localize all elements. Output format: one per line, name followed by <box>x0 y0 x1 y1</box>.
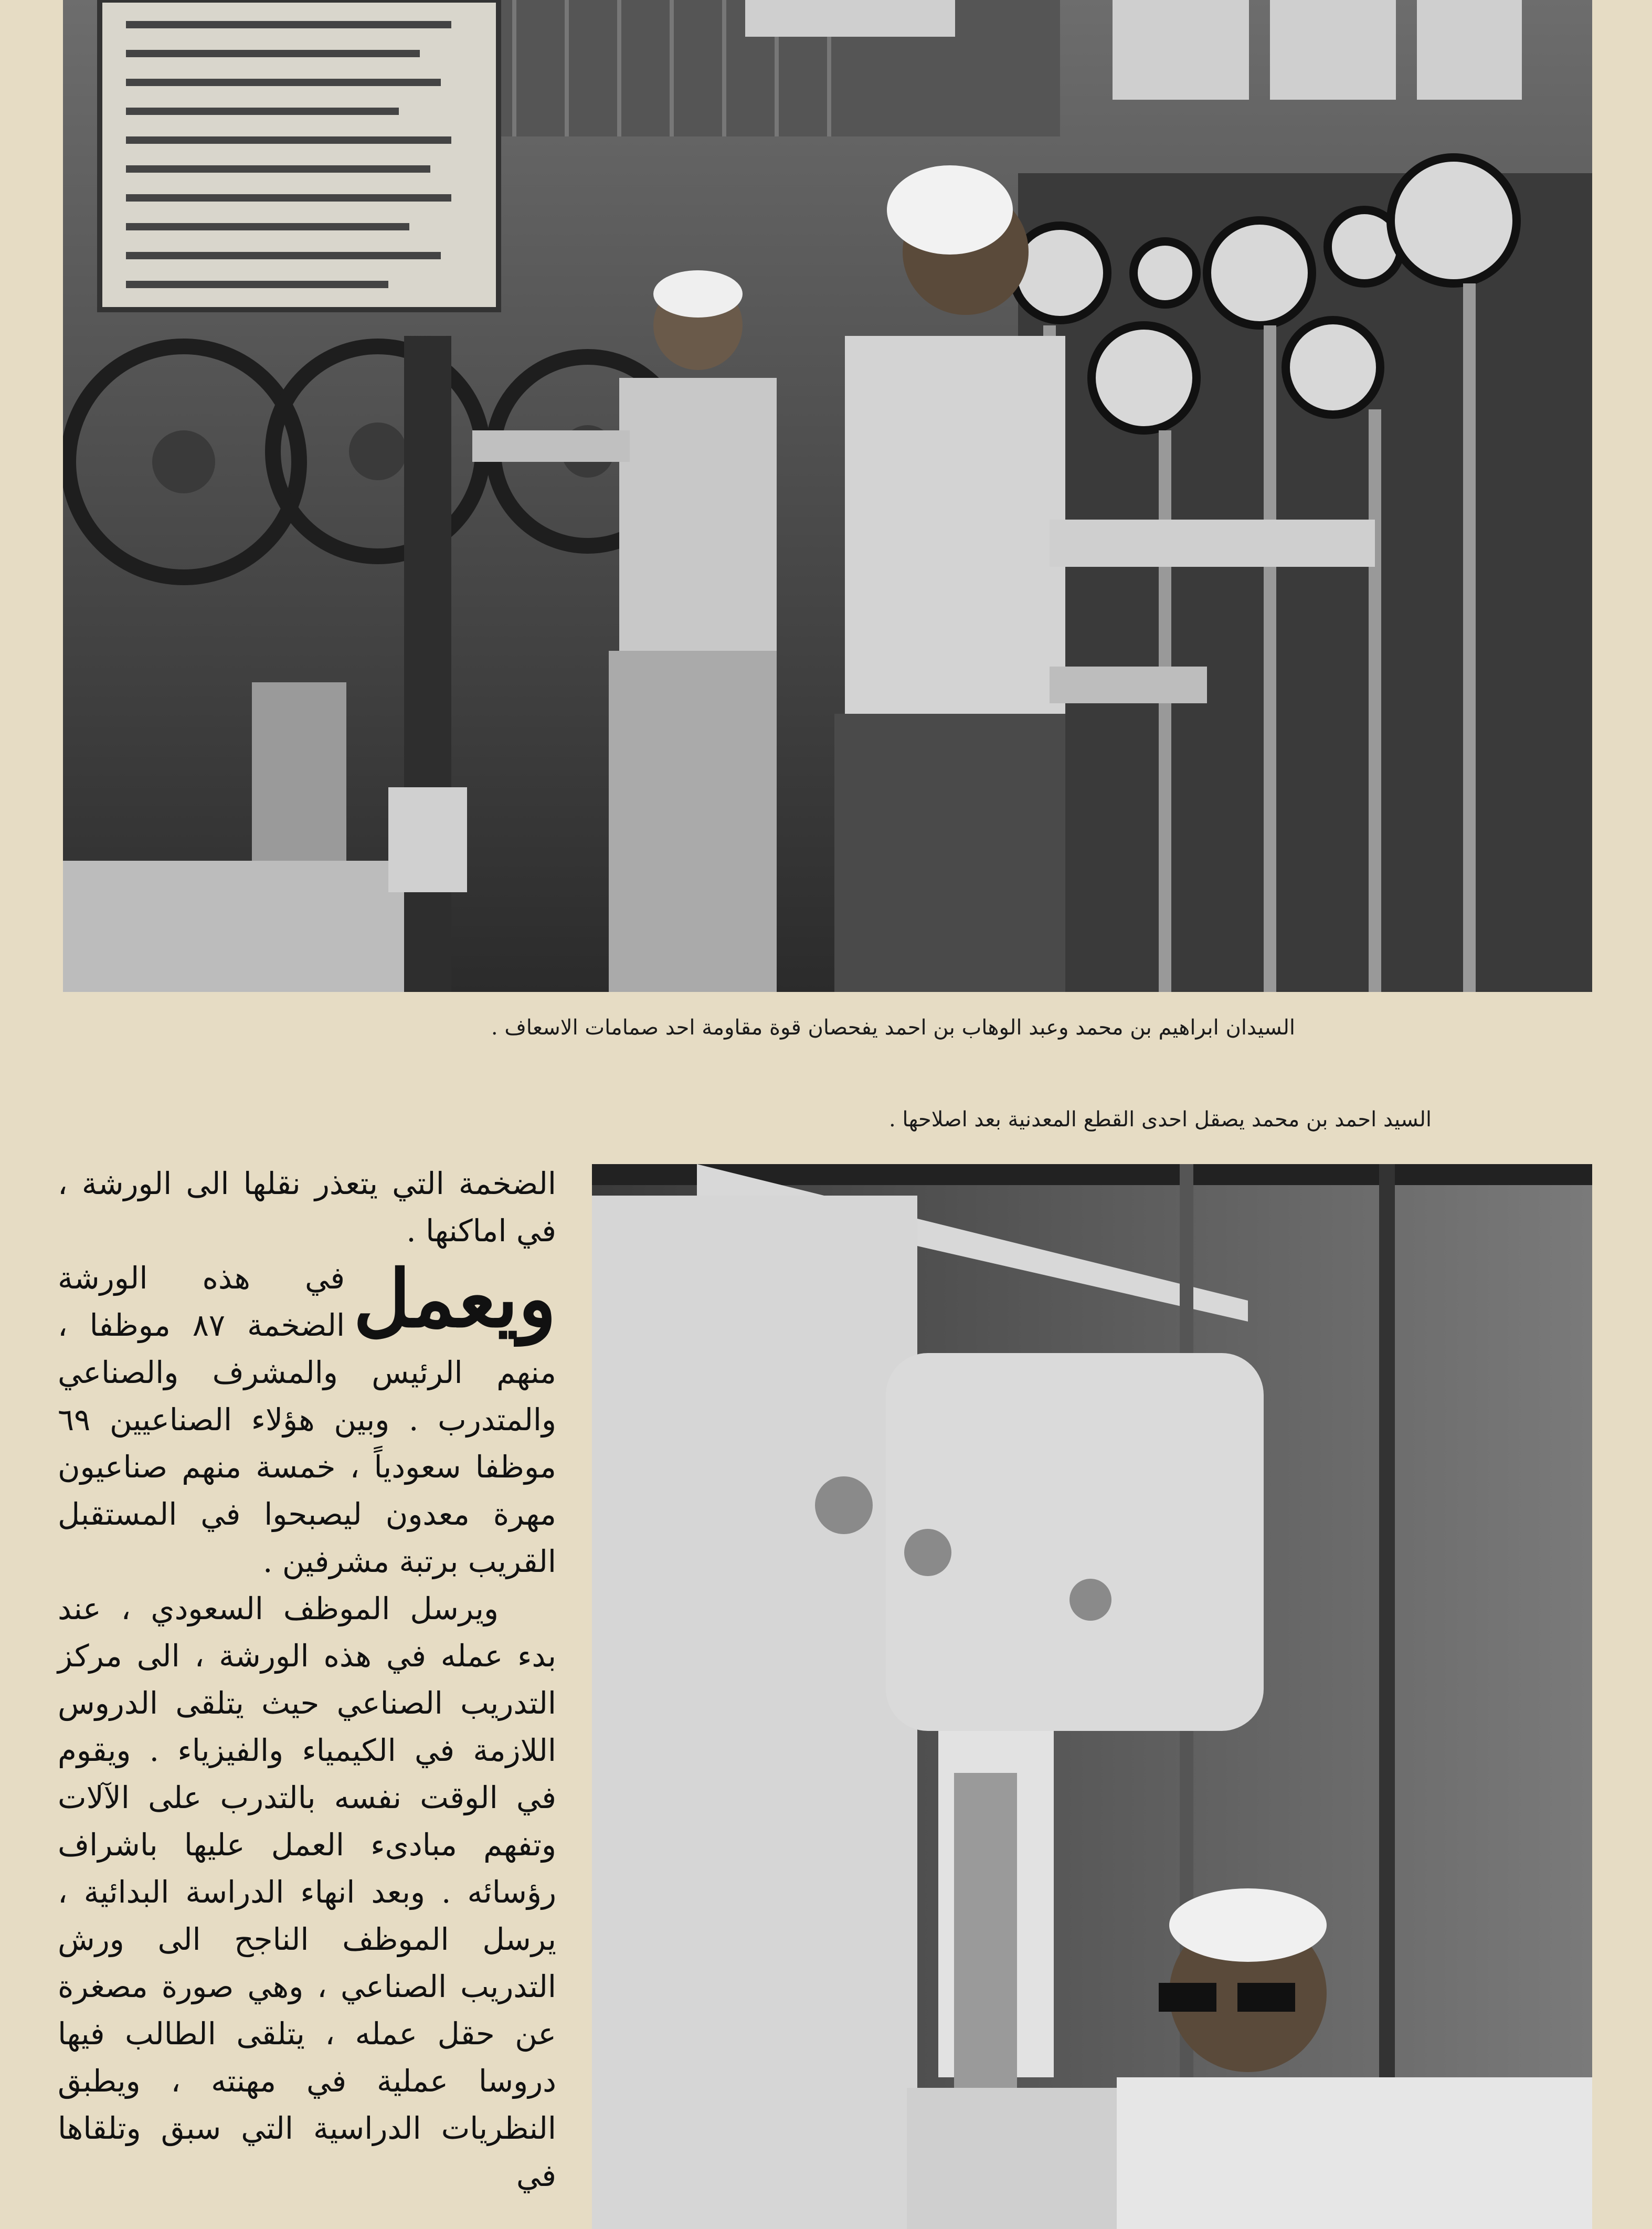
article-column <box>58 1160 556 2210</box>
article-paragraph-1: الضخمة التي يتعذر نقلها الى الورشة ، في اماكنها . <box>58 1166 556 1249</box>
photo-caption-top: السيدان ابراهيم بن محمد وعبد الوهاب بن احمد يفحصان قوة مقاومة احد صمامات الاسعاف . <box>491 1016 1295 1040</box>
photo-worker-polishing-metal <box>592 1164 1592 2229</box>
article-dropcap: ويعمل <box>353 1253 556 1345</box>
valve-test-photo-illustration <box>63 0 1592 992</box>
article-paragraph-2-text: في هذه الورشة الضخمة ٨٧ موظفا ، منهم الرئيس والمشرف والصناعي والمتدرب . وبين هؤلاء الصناعيين ٦٩ موظفا سعودياً ، خمسة منهم صناعيون مهرة معدون ليصبحوا في المستقبل القريب برتبة مشرفين . <box>58 1260 556 1579</box>
photo-workers-testing-valves <box>63 0 1592 992</box>
article-paragraph-2 <box>58 1254 556 1585</box>
polishing-photo-illustration <box>592 1164 1592 2229</box>
article-paragraph-3: ويرسل الموظف السعودي ، عند بدء عمله في هذه الورشة ، الى مركز التدريب الصناعي حيث يتلقى الدروس اللازمة في الكيمياء والفيزياء . ويقوم في الوقت نفسه بالتدرب على الآلات وتفهم مبادىء العمل عليها باشراف رؤسائه . وبعد انهاء الدراسة البدائية ، يرسل الموظف الناجح الى ورش التدريب الصناعي ، وهي صورة مصغرة عن حقل عمله ، يتلقى الطالب فيها دروسا عملية في مهنته ، ويطبق النظريات الدراسية التي سبق وتلقاها في <box>58 1591 556 2193</box>
photo-caption-bottom: السيد احمد بن محمد يصقل احدى القطع المعدنية بعد اصلاحها . <box>888 1107 1432 1132</box>
